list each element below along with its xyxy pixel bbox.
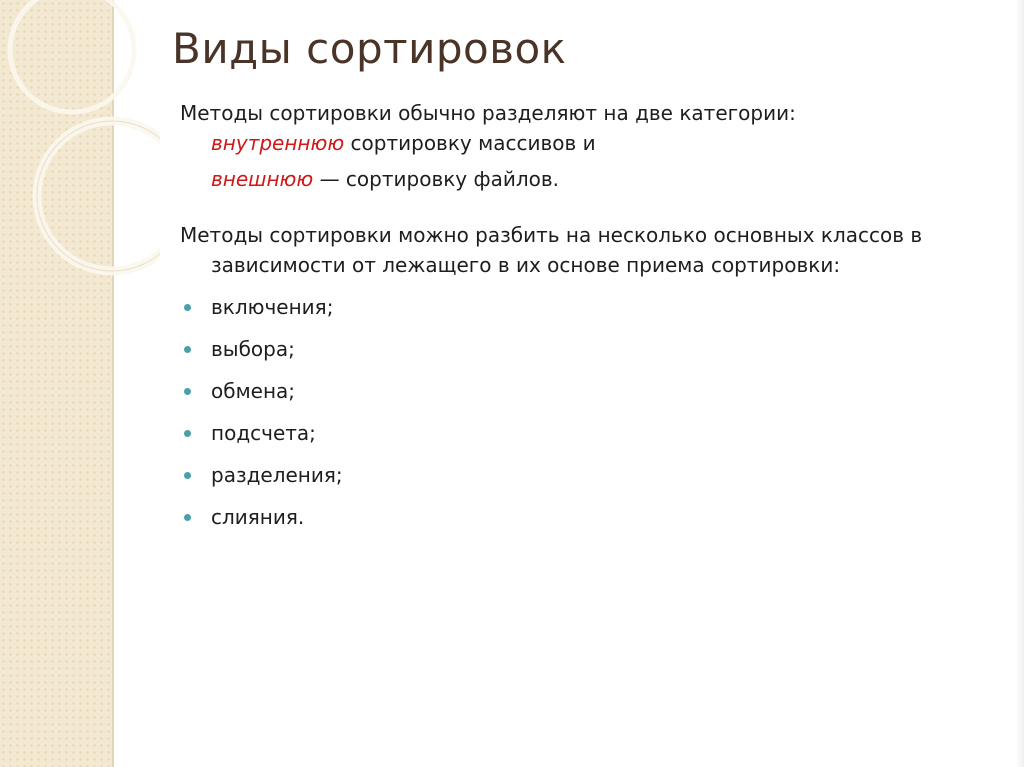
sort-classes-list <box>180 292 940 532</box>
list-item-text: слияния. <box>211 505 305 529</box>
list-item-text: включения; <box>211 295 334 319</box>
right-edge-shadow <box>1016 0 1024 767</box>
bullet-icon <box>184 304 191 311</box>
internal-sort-line <box>211 128 940 158</box>
bullet-icon <box>184 472 191 479</box>
classes-intro: Методы сортировки можно разбить на несколько основных классов в зависимости от лежащего в их основе приема сортировки: <box>180 223 923 277</box>
external-sort-rest: — сортировку файлов. <box>313 167 560 191</box>
external-sort-line <box>211 164 940 194</box>
categories-intro: Методы сортировки обычно разделяют на две категории: <box>180 101 796 125</box>
list-item <box>180 460 940 490</box>
decorative-rings <box>0 0 160 320</box>
bullet-icon <box>184 388 191 395</box>
slide-body <box>180 98 940 544</box>
external-sort-term: внешнюю <box>211 167 314 191</box>
list-item <box>180 334 940 364</box>
bullet-icon <box>184 514 191 521</box>
list-item <box>180 376 940 406</box>
internal-sort-rest: сортировку массивов и <box>344 131 596 155</box>
list-item <box>180 418 940 448</box>
list-item-text: выбора; <box>211 337 295 361</box>
list-item-text: обмена; <box>211 379 296 403</box>
internal-sort-term: внутреннюю <box>211 131 345 155</box>
bullet-icon <box>184 346 191 353</box>
page-title: Виды сортировок <box>172 24 567 73</box>
list-item-text: разделения; <box>211 463 343 487</box>
list-item <box>180 502 940 532</box>
list-item-text: подсчета; <box>211 421 316 445</box>
spacer <box>180 194 940 220</box>
bullet-icon <box>184 430 191 437</box>
list-item <box>180 292 940 322</box>
